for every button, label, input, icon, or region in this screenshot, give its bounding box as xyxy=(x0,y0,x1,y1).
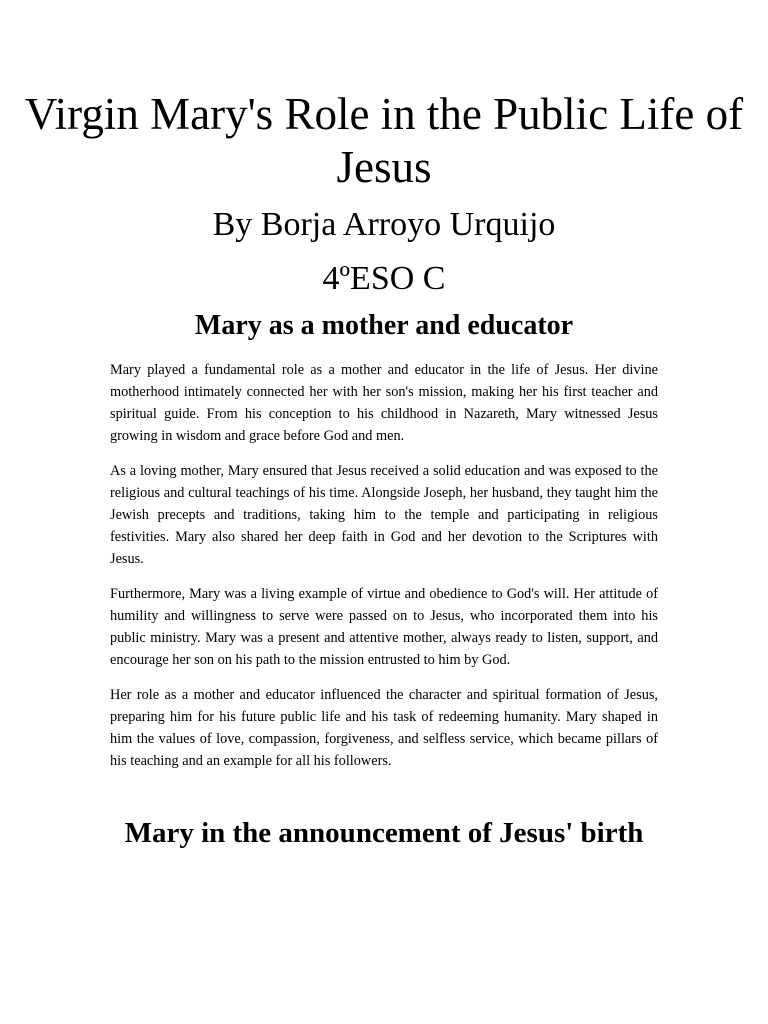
section-body xyxy=(110,359,658,785)
section-heading-mother-educator: Mary as a mother and educator xyxy=(194,310,574,341)
paragraph: Furthermore, Mary was a living example of virtue and obedience to God's will. Her attitude of humility and willingness to serve were passed on to Jesus, who incorporated them into his public ministry. Mary was a present and attentive mother, always ready to listen, support, and encourage her son on his path to the mission entrusted to him by God. xyxy=(110,586,658,668)
document-title: Virgin Mary's Role in the Public Life of Jesus xyxy=(24,89,744,192)
author-byline: By Borja Arroyo Urquijo xyxy=(212,206,556,243)
paragraph: Her role as a mother and educator influenced the character and spiritual formation of Jesus, preparing him for his future public life and his task of redeeming humanity. Mary shaped in him the values of love, compassion, forgiveness, and selfless service, which became pillars of his teaching and an example for all his followers. xyxy=(110,687,658,769)
paragraph: Mary played a fundamental role as a mother and educator in the life of Jesus. Her divine motherhood intimately connected her with her son's mission, making her his first teacher and spiritual guide. From his conception to his childhood in Nazareth, Mary witnessed Jesus growing in wisdom and grace before God and men. xyxy=(110,362,658,444)
paragraph: As a loving mother, Mary ensured that Jesus received a solid education and was exposed to the religious and cultural teachings of his time. Alongside Joseph, her husband, they taught him the Jewish precepts and traditions, taking him to the temple and participating in religious festivities. Mary also shared her deep faith in God and her devotion to the Scriptures with Jesus. xyxy=(110,463,658,567)
section-heading-announcement: Mary in the announcement of Jesus' birth xyxy=(124,817,644,849)
class-label: 4ºESO C xyxy=(322,260,446,297)
